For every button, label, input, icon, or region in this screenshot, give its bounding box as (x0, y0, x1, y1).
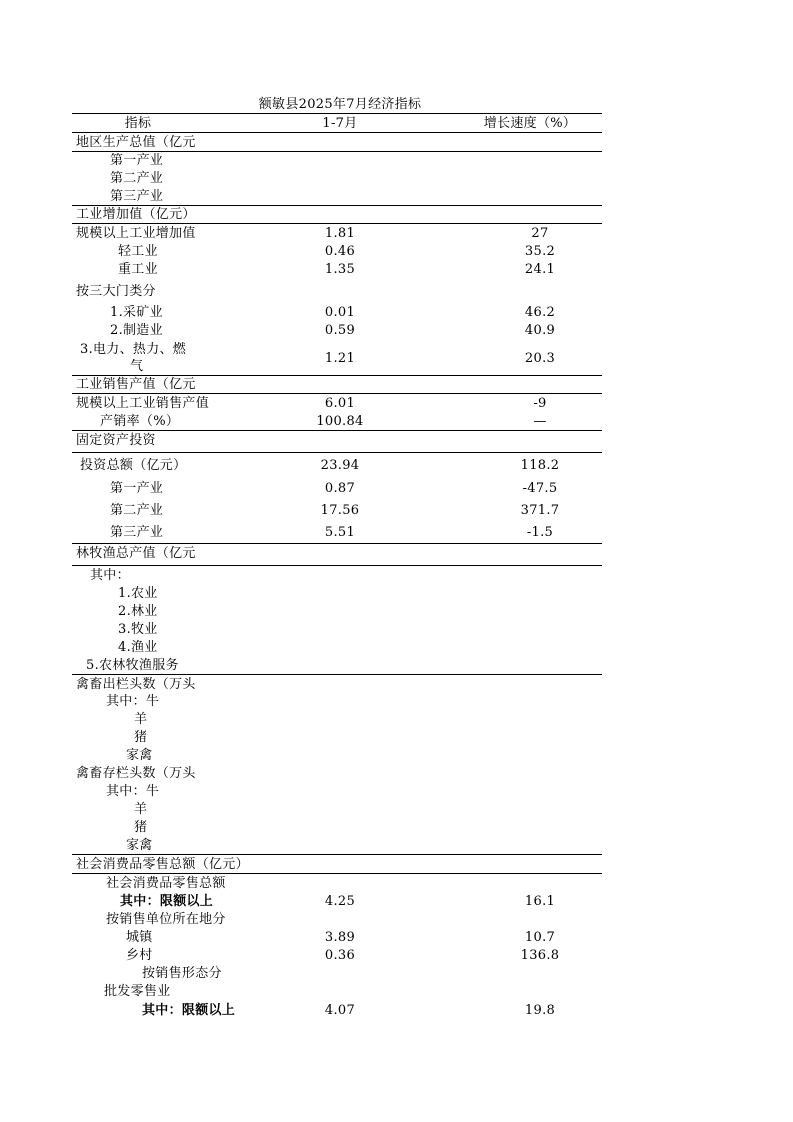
subheading-by-location: 按销售单位所在地分 (106, 912, 226, 927)
livestock-cattle: 其中：牛 (106, 694, 160, 709)
section-gdp: 地区生产总值（亿元 (76, 135, 196, 150)
livestock-pigs: 猪 (134, 730, 148, 745)
row-growth: — (533, 414, 547, 429)
row-label: 其中：限额以上 (142, 1003, 236, 1018)
rule (72, 113, 602, 114)
row-value: 0.59 (324, 323, 356, 338)
row-label: 城镇 (126, 930, 153, 945)
rule (72, 375, 602, 376)
row-value: 4.07 (324, 1003, 356, 1018)
row-label-cont: 气 (130, 359, 144, 374)
subheading-by-category: 按三大门类分 (76, 284, 156, 299)
row-growth: 10.7 (524, 930, 556, 945)
row-label: 规模以上工业销售产值 (76, 396, 210, 411)
agri-item: 1.农业 (118, 586, 158, 601)
livestock-cattle: 其中：牛 (106, 784, 160, 799)
section-fixed-investment: 固定资产投资 (76, 433, 156, 448)
row-label: 1.采矿业 (110, 305, 163, 320)
sheet-title: 额敏县2025年7月经济指标 (258, 97, 422, 112)
rule (72, 543, 602, 544)
section-agri: 林牧渔总产值（亿元 (76, 546, 196, 561)
rule (72, 430, 602, 431)
row-value: 0.46 (324, 244, 356, 259)
rule (72, 854, 602, 855)
row-growth: 35.2 (524, 244, 556, 259)
rule (72, 132, 602, 133)
rule (72, 393, 602, 394)
agri-service: 5.农林牧渔服务 (86, 658, 179, 673)
row-growth: 136.8 (520, 948, 560, 963)
subheading-wholesale-retail: 批发零售业 (104, 984, 171, 999)
row-value: 23.94 (320, 458, 360, 473)
row-label: 第二产业 (110, 503, 164, 518)
row-value: 4.25 (324, 894, 356, 909)
livestock-pigs: 猪 (134, 820, 148, 835)
row-growth: 371.7 (520, 503, 560, 518)
row-label: 乡村 (126, 948, 153, 963)
row-growth: 27 (531, 226, 549, 241)
agri-item: 2.林业 (118, 604, 158, 619)
row-value: 100.84 (316, 414, 364, 429)
rule (72, 205, 602, 206)
gdp-secondary: 第二产业 (110, 171, 164, 186)
row-value: 3.89 (324, 930, 356, 945)
row-label: 轻工业 (118, 244, 158, 259)
row-value: 0.36 (324, 948, 356, 963)
row-growth: 40.9 (524, 323, 556, 338)
row-label: 产销率（%） (100, 414, 180, 429)
section-industry-sales: 工业销售产值（亿元 (76, 377, 196, 392)
section-industry-added: 工业增加值（亿元） (76, 207, 196, 222)
row-value: 1.21 (324, 351, 356, 366)
retail-total-label: 社会消费品零售总额 (106, 876, 226, 891)
livestock-sheep: 羊 (134, 802, 148, 817)
agri-item: 4.渔业 (118, 640, 158, 655)
rule (72, 565, 602, 566)
row-label: 3.电力、热力、燃 (80, 342, 187, 357)
row-value: 5.51 (324, 525, 356, 540)
row-growth: -1.5 (526, 525, 554, 540)
row-growth: -9 (533, 396, 547, 411)
row-value: 0.87 (324, 481, 356, 496)
livestock-poultry: 家禽 (126, 748, 153, 763)
row-growth: 19.8 (524, 1003, 556, 1018)
rule (72, 873, 602, 874)
rule (72, 452, 602, 453)
row-value: 6.01 (324, 396, 356, 411)
section-livestock-out: 禽畜出栏头数（万头 (76, 677, 196, 692)
subheading-by-form: 按销售形态分 (142, 966, 222, 981)
row-growth: 46.2 (524, 305, 556, 320)
agri-of-which: 其中： (90, 568, 130, 583)
header-indicator: 指标 (124, 116, 152, 131)
row-value: 17.56 (320, 503, 360, 518)
row-label: 规模以上工业增加值 (76, 226, 196, 241)
row-label: 投资总额（亿元） (80, 458, 187, 473)
row-value: 1.35 (324, 262, 356, 277)
row-growth: 24.1 (524, 262, 556, 277)
rule (72, 223, 602, 224)
header-period: 1-7月 (322, 116, 358, 131)
livestock-poultry: 家禽 (126, 838, 153, 853)
row-growth: 16.1 (524, 894, 556, 909)
row-label: 重工业 (118, 262, 158, 277)
rule (72, 674, 602, 675)
row-value: 1.81 (324, 226, 356, 241)
row-growth: 20.3 (524, 351, 556, 366)
livestock-sheep: 羊 (134, 712, 148, 727)
row-growth: 118.2 (520, 458, 560, 473)
agri-item: 3.牧业 (118, 622, 158, 637)
header-growth: 增长速度（%） (483, 116, 577, 131)
row-label: 第三产业 (110, 525, 164, 540)
gdp-primary: 第一产业 (110, 153, 164, 168)
row-label: 第一产业 (110, 481, 164, 496)
row-label: 其中：限额以上 (120, 894, 214, 909)
section-retail: 社会消费品零售总额（亿元） (76, 857, 249, 872)
section-livestock-stock: 禽畜存栏头数（万头 (76, 766, 196, 781)
rule (72, 151, 602, 152)
gdp-tertiary: 第三产业 (110, 189, 164, 204)
row-label: 2.制造业 (110, 323, 163, 338)
row-growth: -47.5 (522, 481, 558, 496)
row-value: 0.01 (324, 305, 356, 320)
